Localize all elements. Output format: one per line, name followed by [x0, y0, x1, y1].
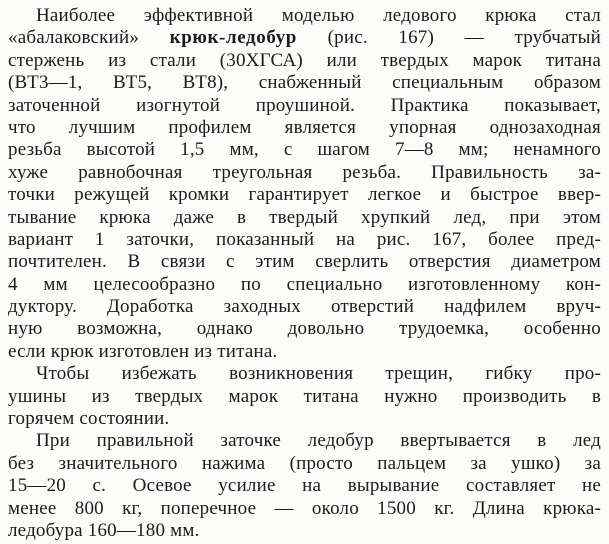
- text-segment: Чтобы избежать возникновения трещин, гибку про-: [36, 363, 601, 385]
- text-segment: тывание крюка даже в твердый хрупкий лед, при этом: [8, 206, 601, 228]
- text-segment: если крюк изготовлен из титана.: [8, 340, 278, 362]
- text-line: [8, 408, 601, 430]
- text-line: [8, 139, 601, 161]
- text-segment: ушины из твердых марок титана нужно производить в: [8, 385, 601, 407]
- text-segment: точки режущей кромки гарантирует легкое и быстрое ввер-: [8, 184, 601, 206]
- text-line: [8, 251, 601, 273]
- text-segment: 15—20 с. Осевое усилие на вырывание составляет не: [8, 475, 601, 497]
- text-line: [8, 430, 601, 452]
- text-line: [8, 363, 601, 385]
- text-line: [8, 207, 601, 229]
- text-segment: дуктору. Доработка заходных отверстий надфилем вруч-: [8, 296, 601, 318]
- text-line: [8, 318, 601, 340]
- text-segment: стержень из стали (30ХГСА) или твердых марок титана: [8, 49, 601, 71]
- text-segment: вариант 1 заточки, показанный на рис. 167, более пред-: [8, 228, 601, 250]
- text-segment: «абалаковский»: [8, 27, 170, 49]
- text-segment: горячем состоянии.: [8, 408, 170, 430]
- text-column: [8, 5, 601, 542]
- text-segment: ледобура 160—180 мм.: [8, 519, 200, 541]
- text-line: [8, 5, 601, 27]
- text-segment: что лучшим профилем является упорная однозаходная: [8, 116, 601, 138]
- text-segment: заточенной изогнутой проушиной. Практика показывает,: [8, 94, 601, 116]
- text-segment: (рис. 167) — трубчатый: [296, 27, 601, 49]
- text-line: [8, 117, 601, 139]
- text-line: [8, 386, 601, 408]
- text-line: [8, 95, 601, 117]
- text-line: [8, 520, 601, 542]
- text-segment: без значительного нажима (просто пальцем за ушко) за: [8, 452, 601, 474]
- text-line: [8, 162, 601, 184]
- text-line: [8, 184, 601, 206]
- text-line: [8, 475, 601, 497]
- text-segment: При правильной заточке ледобур ввертывается в лед: [36, 430, 601, 452]
- text-line: [8, 72, 601, 94]
- text-segment: почтителен. В связи с этим сверлить отверстия диаметром: [8, 251, 601, 273]
- text-line: [8, 27, 601, 49]
- text-segment: хуже равнобочная треугольная резьба. Правильность за-: [8, 161, 601, 183]
- text-segment: 4 мм целесообразно по специально изготовленному кон-: [8, 273, 601, 295]
- text-line: [8, 453, 601, 475]
- text-line: [8, 50, 601, 72]
- text-segment: ную возможна, однако довольно трудоемка, особенно: [8, 318, 601, 340]
- text-line: [8, 341, 601, 363]
- text-line: [8, 274, 601, 296]
- text-segment: менее 800 кг, поперечное — около 1500 кг. Длина крюка-: [8, 497, 601, 519]
- text-line: [8, 498, 601, 520]
- text-line: [8, 229, 601, 251]
- bold-term: крюк-ледобур: [169, 27, 297, 49]
- text-line: [8, 296, 601, 318]
- text-segment: (ВТ3—1, ВТ5, ВТ8), снабженный специальным образом: [8, 72, 601, 94]
- text-segment: Наиболее эффективной моделью ледового крюка стал: [36, 5, 601, 26]
- text-segment: резьба высотой 1,5 мм, с шагом 7—8 мм; ненамного: [8, 139, 601, 161]
